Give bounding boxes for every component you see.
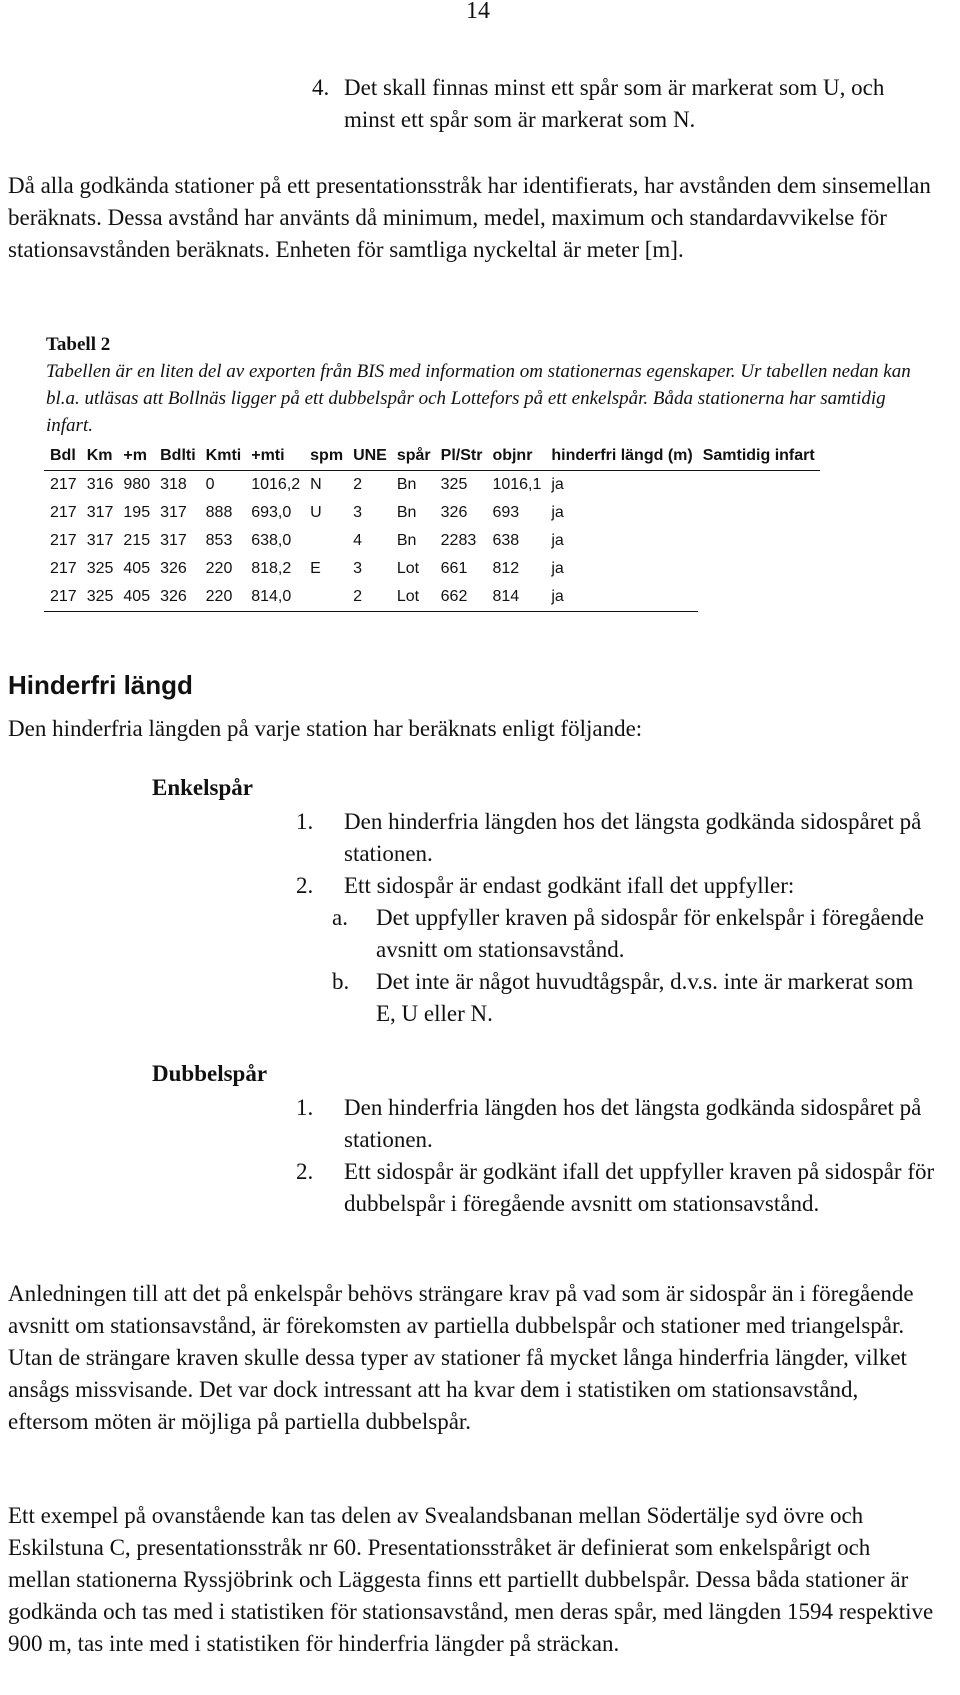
col-header: objnr [487,442,546,471]
list-item-text: Ett sidospår är godkänt ifall det uppfyller kraven på sidospår för dubbelspår i föregående avsnitt om stationsavstånd. [344,1159,935,1216]
col-header: UNE [348,442,392,471]
table-cell: 217 [50,560,77,577]
table-cell: ja [551,560,564,577]
table-cell: Bn [396,476,417,493]
col-header: +m [118,442,155,471]
list-item-number: 2. [296,1159,314,1184]
list-item-number: 4. [312,75,330,100]
page-number: 14 [466,0,490,24]
table-cell: 217 [44,583,82,612]
table-cell: 316 [86,476,114,493]
table-cell: 888 [205,504,233,521]
table-cell: 2 [353,476,362,493]
table-row [44,527,820,555]
dubbelspar-heading: Dubbelspår [152,1061,268,1086]
table-cell: 638,0 [251,532,292,549]
exempel-paragraph: Ett exempel på ovanstående kan tas delen av Svealandsbanan mellan Södertälje syd övre och Eskilstuna C, presentationsstråk nr 60. Presentationsstråket är definierat som enkelspårigt och mellan stationerna Ryssjöbrink och Läggesta finns ett partiellt dubbelspår. Dessa båda stationer är godkända och tas med i statistiken för stationsavstånd, men deras spår, med längden 1594 respektive 900 m, tas inte med i statistiken för hinderfria längder på sträckan. [8,1503,934,1656]
table-cell: 317 [86,504,114,521]
col-header: Bdl [44,442,82,471]
table-cell [305,583,348,612]
table-cell: 853 [205,532,233,549]
list-item-number: 1. [296,1095,314,1120]
list-item-4 [312,72,932,136]
table-cell: ja [551,504,564,521]
table-cell: 317 [86,532,114,549]
col-header: Pl/Str [436,442,488,471]
table-cell: 1016,1 [492,476,542,493]
table-cell: 1016,2 [251,476,301,493]
col-header: Km [82,442,119,471]
table-cell: 3 [353,560,362,577]
table-cell: 325 [86,560,114,577]
sublist-item-letter: a. [332,905,348,930]
table-cell: U [310,504,322,521]
table-cell: 325 [82,583,119,612]
table-cell: 693 [492,504,520,521]
table-caption-title: Tabell 2 [46,334,111,355]
table-cell [305,527,348,555]
table-cell: ja [551,532,564,549]
col-header: Kmti [201,442,247,471]
table-cell: Lot [392,583,436,612]
table-cell: ja [551,476,564,493]
table-cell: 326 [160,560,187,577]
list-item-number: 1. [296,809,314,834]
list-item-text: Ett sidospår är endast godkänt ifall det uppfyller: [344,873,795,898]
table-cell: 638 [492,532,520,549]
table-cell: 215 [123,532,151,549]
section-heading: Hinderfri längd [8,670,193,700]
enkelspar-sublist [332,902,936,1030]
table-caption-body: Tabellen är en liten del av exporten från BIS med information om stationernas egenskaper. Ur tabellen nedan kan bl.a. utläsas att Bollnäs ligger på ett dubbelspår och Lottefors på ett enkelspår. Båda stationerna har samtidig infart. [46,361,911,436]
table-cell: 220 [201,583,247,612]
table-row [44,499,820,527]
list-item [296,806,936,870]
table-cell: 693,0 [251,504,292,521]
col-header: spår [392,442,436,471]
table-cell: 318 [160,476,187,493]
table-row [44,555,820,583]
anledning-paragraph: Anledningen till att det på enkelspår behövs strängare krav på vad som är sidospår än i föregående avsnitt om stationsavstånd, är förekomsten av partiella dubbelspår och stationer med triangelspår. Utan de strängare kraven skulle dessa typer av stationer få mycket långa hinderfria längder, vilket ansågs missvisande. Det var dock intressant att ha kvar dem i statistiken om stationsavstånd, eftersom möten är möjliga på partiella dubbelspår. [8,1281,914,1434]
table-cell: 818,2 [251,560,292,577]
sublist-item [332,966,936,1030]
sublist-item-letter: b. [332,969,350,994]
table-cell: 405 [123,560,151,577]
table-cell: 326 [155,583,201,612]
enkelspar-heading: Enkelspår [152,775,253,800]
table-cell: Bn [396,504,417,521]
sublist-item-text: Det uppfyller kraven på sidospår för enkelspår i föregående avsnitt om stationsavstånd. [376,905,924,962]
sublist-item-text: Det inte är något huvudtågspår, d.v.s. inte är markerat som E, U eller N. [376,969,914,1026]
table-cell: 405 [118,583,155,612]
col-header: spm [305,442,348,471]
table-cell: 814 [487,583,546,612]
list-item [296,1092,936,1156]
table-cell: 4 [353,532,362,549]
table-cell: 2283 [440,532,477,549]
col-header: hinderfri längd (m) [546,442,697,471]
table-cell: 325 [440,476,468,493]
list-item-text: Den hinderfria längden hos det längsta godkända sidospåret på stationen. [344,1095,922,1152]
table-cell: 195 [123,504,151,521]
col-header: Bdlti [155,442,201,471]
table-cell: 220 [205,560,233,577]
table-cell: 980 [123,476,151,493]
list-item [296,870,936,902]
table-cell: E [310,560,321,577]
table-cell: 2 [348,583,392,612]
col-header: +mti [246,442,305,471]
section-intro: Den hinderfria längden på varje station har beräknats enligt följande: [8,716,643,741]
table-cell: 217 [50,476,77,493]
dubbelspar-list [296,1092,936,1220]
table-cell: 217 [50,504,77,521]
table-caption [46,331,926,439]
table-header-row [44,442,820,471]
list-item-text: Den hinderfria längden hos det längsta godkända sidospåret på stationen. [344,809,922,866]
list-item-text: Det skall finnas minst ett spår som är markerat som U, och minst ett spår som är markerat som N. [344,75,885,132]
list-item-number: 2. [296,873,314,898]
table-cell: 812 [492,560,520,577]
table-cell: 317 [160,504,187,521]
table-cell: Bn [396,532,417,549]
sublist-item [332,902,936,966]
station-table [44,442,820,612]
table-cell: 814,0 [246,583,305,612]
table-cell: 326 [440,504,468,521]
intro-paragraph: Då alla godkända stationer på ett presentationsstråk har identifierats, har avstånden dem sinsemellan beräknats. Dessa avstånd har använts då minimum, medel, maximum och standardavvikelse för stationsavstånden beräknats. Enheten för samtliga nyckeltal är meter [m]. [8,173,931,262]
table-row [44,583,820,612]
enkelspar-list [296,806,936,1030]
table-cell: 217 [50,532,77,549]
table-row [44,471,820,500]
table-cell: N [310,476,322,493]
table-cell: ja [546,583,697,612]
table-cell: 317 [160,532,187,549]
table-cell: Lot [396,560,420,577]
table-cell: 662 [436,583,488,612]
table-cell: 0 [205,476,215,493]
table-cell: 661 [440,560,468,577]
col-header: Samtidig infart [698,442,820,471]
table-cell: 3 [353,504,362,521]
list-item [296,1156,936,1220]
